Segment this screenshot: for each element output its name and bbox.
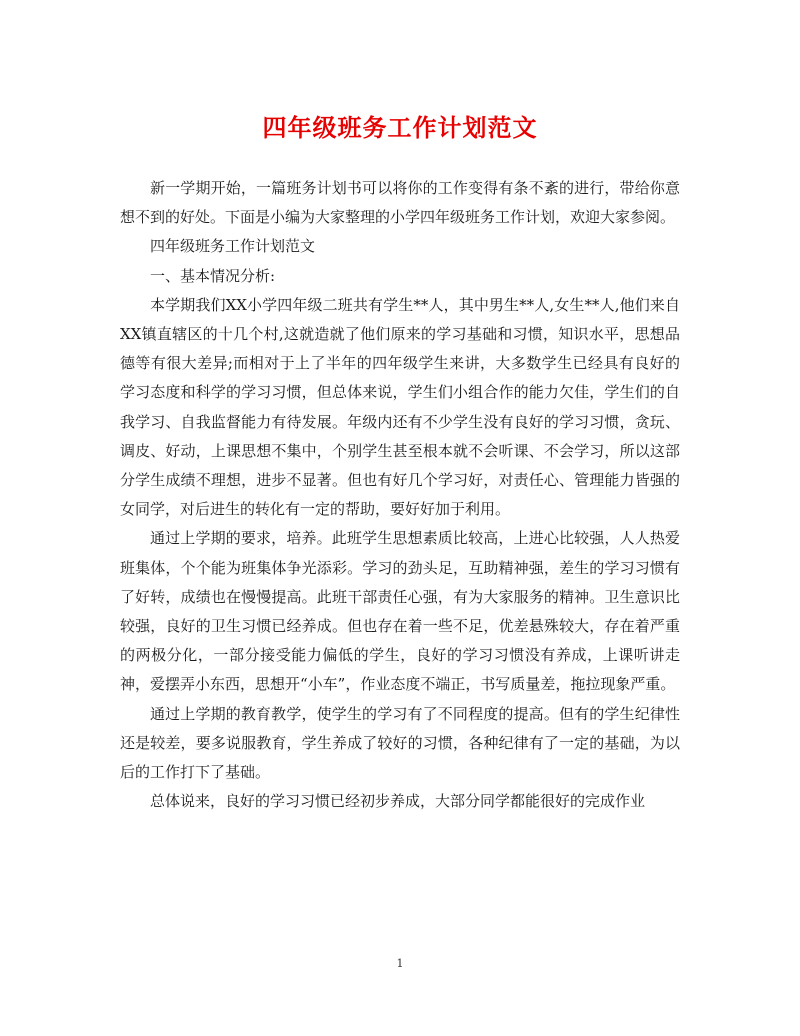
document-body bbox=[120, 174, 680, 816]
paragraph-intro: 新一学期开始，一篇班务计划书可以将你的工作变得有条不紊的进行，带给你意想不到的好处。下面是小编为大家整理的小学四年级班务工作计划，欢迎大家参阅。 bbox=[120, 179, 680, 227]
section-heading-basic-analysis: 一、基本情况分析: bbox=[150, 266, 276, 285]
paragraph-teaching-results: 通过上学期的教育教学，使学生的学习有了不同程度的提高。但有的学生纪律性还是较差，要多说服教育，学生养成了较好的习惯，各种纪律有了一定的基础，为以后的工作打下了基础。 bbox=[120, 704, 680, 782]
document-title: 四年级班务工作计划范文 bbox=[262, 113, 538, 142]
paragraph-subtitle: 四年级班务工作计划范文 bbox=[150, 237, 316, 256]
paragraph-last-term-review: 通过上学期的要求，培养。此班学生思想素质比较高，上进心比较强，人人热爱班集体，个个能为班集体争光添彩。学习的劲头足，互助精神强，差生的学习习惯有了好转，成绩也在慢慢提高。此班干部责任心强，有为大家服务的精神。卫生意识比较强，良好的卫生习惯已经养成。但也存在着一些不足，优差悬殊较大，存在着严重的两极分化，一部分接受能力偏低的学生，良好的学习习惯没有养成，上课听讲走神，爱摆弄小东西，思想开“小车”，作业态度不端正，书写质量差，拖拉现象严重。 bbox=[120, 529, 680, 694]
paragraph-summary: 总体说来，良好的学习习惯已经初步养成，大部分同学都能很好的完成作业 bbox=[150, 792, 646, 811]
paragraph-class-situation: 本学期我们XX小学四年级二班共有学生**人，其中男生**人,女生**人,他们来自XX镇直辖区的十几个村,这就造就了他们原来的学习基础和习惯，知识水平，思想品德等有很大差异;而相对于上了半年的四年级学生来讲，大多数学生已经具有良好的学习态度和科学的学习习惯，但总体来说，学生们小组合作的能力欠佳，学生们的自我学习、自我监督能力有待发展。年级内还有不少学生没有良好的学习习惯，贪玩、调皮、好动，上课思想不集中，个别学生甚至根本就不会听课、不会学习，所以这部分学生成绩不理想，进步不显著。但也有好几个学习好，对责任心、管理能力皆强的女同学，对后进生的转化有一定的帮助，要好好加于利用。 bbox=[120, 295, 680, 519]
page-number: 1 bbox=[396, 957, 404, 970]
